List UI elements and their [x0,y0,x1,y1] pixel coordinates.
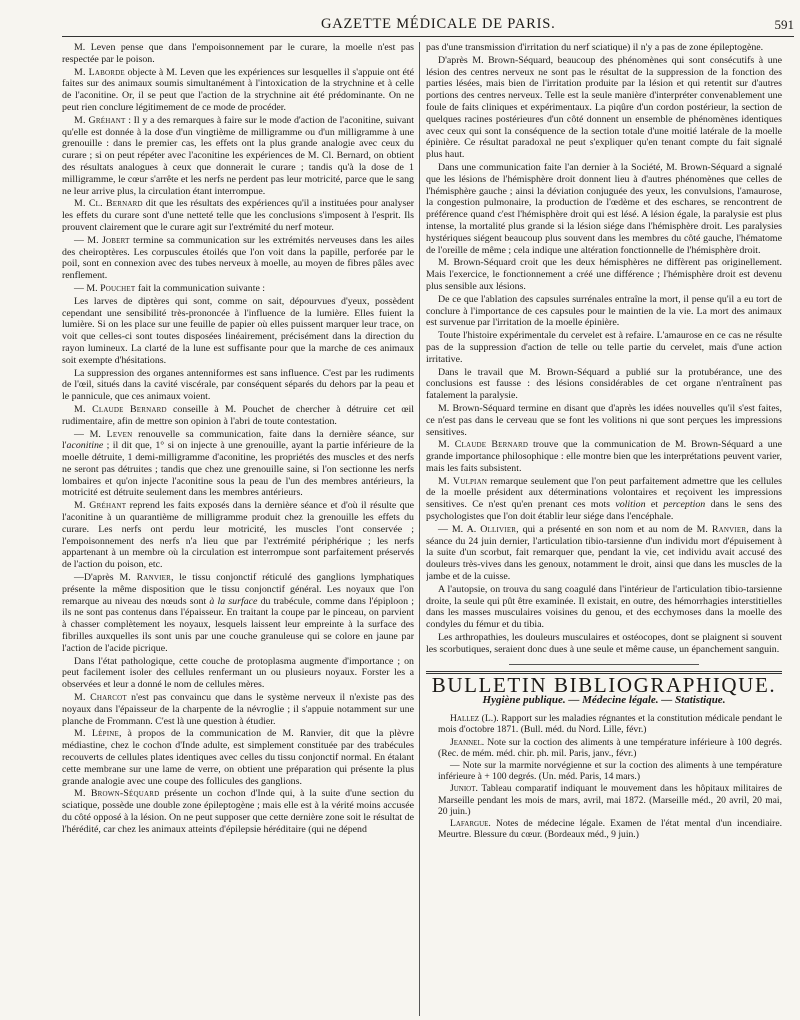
speaker-name: M. Claude Bernard [438,439,529,451]
paragraph: Les larves de diptères qui sont, comme on sait, dépourvues d'yeux, possèdent cependant une sensibilité très-prononcée à l'influence de la lumière. Elles fuient la lumière. Si on les place sur une feuille de papier où elles puissent marquer leur trace, on voit que celles-ci sont toutes disposées linéairement, précisément dans la direction du rayon lumineux. La clarté de la lune est suffisante pour que la marche de ces animaux soit exempte d'hésitations. [62,295,414,366]
paragraph: —D'après M. Ranvier, le tissu conjonctif réticulé des ganglions lymphatiques présente la même disposition que le tissu conjonctif général. Les noyaux que l'on remarque au niveau des nœuds sont à la surface du trabécule, comme dans l'épiploon ; ils ne sont pas contenus dans l'épaisseur. En traitant la coupe par le pinceau, on parvient à chasser complètement les noyaux, lesquels laissent leur empreinte à la surface des fibrilles auxquelles ils sont unis par une couche granuleuse qui se colore en jaune par l'action de l'acide picrique. [62,572,414,654]
speaker-name: M. Vulpian [438,475,488,487]
paragraph: — M. Jobert termine sa communication sur les extrémités nerveuses dans les ailes des cheiroptères. Les corpuscules étoilés que l'on voit dans la papille, perforée par le poil, sont en connexion avec des tubes nerveux à moelle, au moyen de fibres pâles avec renflement. [62,234,414,282]
paragraph: — M. Pouchet fait la communication suivante : [74,282,266,294]
right-column [426,42,782,1016]
paragraph: Dans l'état pathologique, cette couche de protoplasma augmente d'importance ; on peut facilement isoler des cellules renfermant un ou plusieurs noyaux. Forster les a observées et leur a donné le nom de cellules mères. [62,655,414,691]
paragraph: M. Laborde objecte à M. Leven que les expériences sur lesquelles il s'appuie ont été faites sur des animaux soumis simultanément à l'intoxication de la strychnine et à celle de l'aconitine. Or, il se peut que l'action de la strychnine ait été prédominante. On ne peut rien conclure légitimement de ce mode de procéder. [62,66,414,113]
paragraph: M. Leven pense que dans l'empoisonnement par le curare, la moelle n'est pas respectée par le poison. [62,42,414,65]
paragraph: M. Lépine, à propos de la communication de M. Ranvier, dit que la plèvre médiastine, chez le cochon d'Inde adulte, est simplement constituée par des trabécules recouverts de cellules plates identiques avec celles du tissu conjonctif normal. En étalant cette membrane sur une lame de verre, on obtient une préparation qui présente la plus grande analogie avec une coupe des follicules des ganglions. [62,728,414,787]
bibliography-entry: Lafargue. Notes de médecine légale. Examen de l'état mental d'un incendiaire. Meurtre. Blessure du cœur. (Bordeaux méd., 9 juin.) [438,818,782,841]
paragraph: M. Gréhant reprend les faits exposés dans la dernière séance et d'où il résulte que l'aconitine à un quarantième de milligramme produit chez la grenouille les effets du curare. Les nerfs ont perdu leur motricité, les muscles l'ont conservée ; l'empoisonnement des nerfs n'a lieu que par l'extrémité périphérique ; les nerfs appartenant à un membre où la circulation est interrompue sont parfaitement préservés de l'action du poison, etc. [62,500,414,571]
paragraph: La suppression des organes antenniformes est sans influence. C'est par les rudiments de l'œil, situés dans la cavité viscérale, par conséquent séparés du dehors par la peau et le pannicule, que ces animaux voient. [62,367,414,403]
paragraph: — M. A. Ollivier, qui a présenté en son nom et au nom de M. Ranvier, dans la séance du 24 juin dernier, l'articulation tibio-tarsienne d'un individu mort d'épuisement à la suite d'un scorbut, fait remarquer que, pendant la vie, cet individu avait accusé des douleurs très-vives dans les genoux, notamment le droit, ainsi que dans les muscles de la jambe et de la cuisse. [426,523,782,583]
speaker-name: M. Laborde [74,66,125,78]
column-divider [419,42,420,1016]
paragraph: De ce que l'ablation des capsules surrénales entraîne la mort, il pense qu'il a eu tort de conclure à l'importance de ces capsules pour le maintien de la vie. La mort des animaux est survenue par l'irritation de la moelle épinière. [426,293,782,329]
speaker-name: Pouchet [100,282,136,294]
bibliography-entry: Juniot. Tableau comparatif indiquant le mouvement dans les hôpitaux militaires de Marseille pendant les mois de mars, avril, mai 1872. (Marseille méd., 20 avril, 20 mai, 20 juin.) [438,783,782,817]
paragraph: pas d'une transmission d'irritation du nerf sciatique) il n'y a pas de zone épileptogène. [426,42,764,53]
bulletin-title: BULLETIN BIBLIOGRAPHIQUE. [431,672,777,697]
paragraph: M. Gréhant : Il y a des remarques à faire sur le mode d'action de l'aconitine, suivant qu'elle est donnée à la dose d'un vingtième de milligramme ou d'un milligramme à une grenouille : dans le premier cas, les effets ont la plus grande analogie avec ceux du curare ; si on peut répéter avec l'aconitine les expériences de M. Cl. Bernard, on obtient des résultats analogues à ceux que donnerait le curare ; tandis qu'à la dose de 1 milligramme, le cœur s'arrête et les nerfs ne perdent pas leur motricité, parce que le sang ne leur arrive plus, la circulation étant interrompue. [62,114,414,197]
paragraph: D'après M. Brown-Séquard, beaucoup des phénomènes qui sont consécutifs à une lésion des centres nerveux ne sont pas le résultat de la suppression de la fonction des parties lésées, mais bien de l'irritation produite par la lésion et qui retentit sur d'autres portions des centres nerveux. Telle est la seule manière d'interpréter convenablement une foule de faits cliniques et expérimentaux. La piqûre d'un cordon postérieur, la section de quelques racines postérieures d'un côté donnent un ensemble de phénomènes identiques avec ceux qui sont la conséquence de la section totale d'une moitié latérale de la moelle épinière. Ce résultat paradoxal ne peut s'expliquer qu'en tenant compte du fait signalé plus haut. [426,54,782,161]
speaker-name: Ranvier [711,523,747,535]
bibliography-entry: Hallez (L.). Rapport sur les maladies régnantes et la constitution médicale pendant le mois d'octobre 1871. (Bull. méd. du Nord. Lille, févr.) [438,713,782,736]
paragraph: Toute l'histoire expérimentale du cervelet est à refaire. L'amaurose en ce cas ne résulte pas de la suppression d'action de telle ou telle partie du cervelet, mais d'une action irritative. [426,330,782,365]
speaker-name: M. Lépine [74,728,119,740]
speaker-name: M. Cl. Bernard [74,198,143,210]
speaker-name: M. Charcot [74,692,127,704]
speaker-name: Jobert [102,234,130,246]
paragraph: M. Cl. Bernard dit que les résultats des expériences qu'il a instituées pour analyser les effets du curare sont d'une netteté telle que les conclusions s'imposent à l'esprit. Ils prouvent clairement que le curare agit sur l'extrémité du nerf moteur. [62,198,414,233]
bibliography-entry: — Note sur la marmite norvégienne et sur la coction des aliments à une température inférieure à + 100 degrés. (Un. méd. Paris, 14 mars.) [438,760,782,783]
paragraph: M. Claude Bernard trouve que la communication de M. Brown-Séquard a une grande importance philosophique : elle montre bien que les interprétations peuvent varier, mais les faits subsistent. [426,439,782,474]
speaker-name: M. Brown-Séquard [74,788,160,800]
paragraph: — M. Leven renouvelle sa communication, faite dans la dernière séance, sur l'aconitine ; il dit que, 1° si on injecte à une grenouille, ayant la partie inférieure de la moelle détruite, 1 demi-milligramme d'aconitine, les propriétés des muscles et des nerfs ne seront pas détruites ; tandis que chez une grenouille saine, si l'on sectionne les nerfs lombaires et qu'on injecte l'aconitine sous la peau de l'un des membres antérieurs, la motricité est détruite seulement dans les membres antérieurs. [62,428,414,499]
entry-author: Lafargue. [450,818,491,830]
section-rule [509,664,699,665]
speaker-name: M. Gréhant [74,114,126,126]
paragraph: Dans une communication faite l'an dernier à la Société, M. Brown-Séquard a signalé que les lésions de l'hémisphère droit donnent lieu à d'autres phénomènes que celles de l'hémisphère gauche ; ainsi la déviation conjuguée des yeux, les convulsions, l'amaurose, la congestion pulmonaire, la production de l'œdème et des eschares, se rencontrent de préférence quand c'est l'hémisphère droit qui est lésé. A lésion égale, la paralysie est plus intense, la mortalité plus grande si la lésion siége dans l'hémisphère droit. Les paralysies hystériques siégent beaucoup plus souvent dans les membres du côté gauche, l'hématome de l'oreille de même ; cela indique une altération fonctionnelle de l'hémisphère droit. [426,161,782,256]
paragraph: Dans le travail que M. Brown-Séquard a publié sur la protubérance, une des conclusions est fausse : des lésions considérables de cet organe n'entraînent pas fatalement la paralysie. [426,366,782,402]
entry-author: Juniot. [450,783,478,795]
paragraph: M. Charcot n'est pas convaincu que dans le système nerveux il n'existe pas des noyaux dans l'épaisseur de la charpente de la névroglie ; il s'appuie notamment sur une planche de Frommann. C'est là une question à étudier. [62,692,414,727]
paragraph: M. Brown-Séquard termine en disant que d'après les idées nouvelles qu'il s'est faites, ce n'est pas dans le cerveau que se font les volitions ni que sont perçues les impressions sensitives. [426,402,782,438]
page-number: 591 [774,17,794,32]
bibliography-entry: Jeannel. Note sur la coction des aliments à une température inférieure à 100 degrés. (Rec. de mém. méd. chir. ph. mil. Paris, janv., févr.) [438,736,782,759]
speaker-name: Ranvier [136,572,171,584]
entry-author: Hallez (L.). [450,713,499,725]
journal-title: GAZETTE MÉDICALE DE PARIS. [320,16,556,32]
left-column [62,42,414,1016]
paragraph: A l'autopsie, on trouva du sang coagulé dans l'intérieur de l'articulation tibio-tarsienne droite, la seule qui pût être examinée. Il existait, en outre, des hémorrhagies interstitielles dans les masses musculaires voisines du genou, et des ecchymoses dans la moelle des condyles du fémur et du tibia. [426,583,782,631]
entry-author: Jeannel. [450,736,485,748]
paragraph: M. Vulpian remarque seulement que l'on peut parfaitement admettre que les cellules de la moelle président aux déterminations volontaires et reçoivent les impressions sensitives. Ce n'est qu'en prenant ces mots volition et perception dans le sens des psychologistes que l'on doit établir leur siége dans l'encéphale. [426,475,782,523]
speaker-name: Ollivier [480,523,517,535]
speaker-name: Leven [106,428,133,440]
paragraph: M. Brown-Séquard présente un cochon d'Inde qui, à la suite d'une section du sciatique, possède une double zone épileptogène ; mais elle est à la vérité moins accusée du côté opposé à la lésion. On ne peut supposer que cette dernière zone soit le résultat de l'hérédité, car chez les animaux atteints d'épilepsie héréditaire (qui ne dépend [62,788,414,835]
paragraph: M. Claude Bernard conseille à M. Pouchet de chercher à détruire cet œil rudimentaire, afin de mettre son opinion à l'abri de toute contestation. [62,403,414,427]
page-header [62,10,794,37]
speaker-name: M. Gréhant [74,500,127,512]
bulletin-subtitle: Hygiène publique. — Médecine légale. — Statistique. [482,694,726,707]
speaker-name: M. Claude Bernard [74,403,167,415]
paragraph: Les arthropathies, les douleurs musculaires et ostéocopes, dont se plaignent si souvent les scorbutiques, seraient donc dues à une seule et même cause, un épanchement sanguin. [426,632,782,655]
paragraph: M. Brown-Séquard croit que les deux hémisphères ne diffèrent pas originellement. Mais l'exercice, le fonctionnement a créé une différence ; l'hémisphère droit est devenu plus sensible aux lésions. [426,257,782,292]
